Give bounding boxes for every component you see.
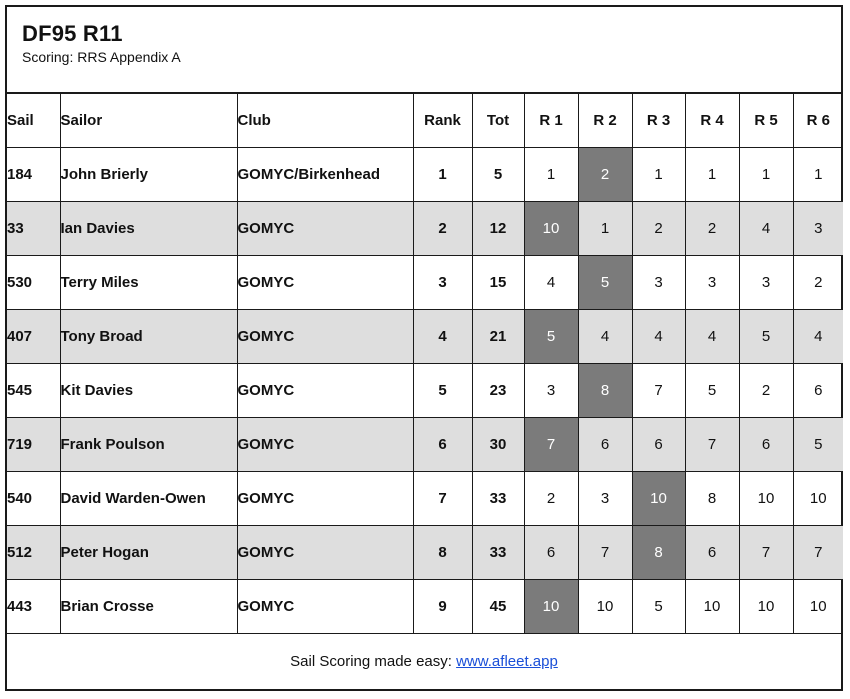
race-score-cell: 7 bbox=[793, 525, 843, 579]
sailor-name-cell: John Brierly bbox=[60, 147, 237, 201]
sail-number-cell: 33 bbox=[7, 201, 60, 255]
sail-number-cell: 443 bbox=[7, 579, 60, 633]
total-cell: 33 bbox=[472, 525, 524, 579]
column-header-sail: Sail bbox=[7, 94, 60, 147]
race-score-discarded-cell: 7 bbox=[524, 417, 578, 471]
race-score-cell: 2 bbox=[632, 201, 685, 255]
total-cell: 30 bbox=[472, 417, 524, 471]
race-score-cell: 4 bbox=[524, 255, 578, 309]
race-score-cell: 10 bbox=[739, 579, 793, 633]
race-score-cell: 10 bbox=[685, 579, 739, 633]
race-score-cell: 1 bbox=[685, 147, 739, 201]
footer bbox=[7, 635, 841, 689]
sailor-name-cell: Terry Miles bbox=[60, 255, 237, 309]
column-header-r1: R 1 bbox=[524, 94, 578, 147]
race-score-discarded-cell: 8 bbox=[578, 363, 632, 417]
column-header-r4: R 4 bbox=[685, 94, 739, 147]
rank-cell: 4 bbox=[413, 309, 472, 363]
table-row bbox=[7, 309, 843, 363]
race-score-cell: 5 bbox=[632, 579, 685, 633]
sailor-name-cell: Kit Davies bbox=[60, 363, 237, 417]
results-header bbox=[7, 7, 841, 94]
club-cell: GOMYC bbox=[237, 201, 413, 255]
race-score-cell: 2 bbox=[524, 471, 578, 525]
table-row bbox=[7, 201, 843, 255]
race-score-discarded-cell: 5 bbox=[524, 309, 578, 363]
sail-number-cell: 184 bbox=[7, 147, 60, 201]
race-score-cell: 4 bbox=[578, 309, 632, 363]
sailor-name-cell: Tony Broad bbox=[60, 309, 237, 363]
race-score-cell: 10 bbox=[739, 471, 793, 525]
race-score-discarded-cell: 10 bbox=[524, 579, 578, 633]
rank-cell: 7 bbox=[413, 471, 472, 525]
rank-cell: 9 bbox=[413, 579, 472, 633]
club-cell: GOMYC bbox=[237, 363, 413, 417]
race-score-cell: 6 bbox=[524, 525, 578, 579]
column-header-r3: R 3 bbox=[632, 94, 685, 147]
total-cell: 12 bbox=[472, 201, 524, 255]
results-sheet bbox=[5, 5, 843, 691]
race-score-cell: 1 bbox=[632, 147, 685, 201]
race-score-cell: 7 bbox=[685, 417, 739, 471]
sailor-name-cell: Brian Crosse bbox=[60, 579, 237, 633]
total-cell: 33 bbox=[472, 471, 524, 525]
race-score-cell: 6 bbox=[739, 417, 793, 471]
race-score-cell: 3 bbox=[524, 363, 578, 417]
race-score-discarded-cell: 2 bbox=[578, 147, 632, 201]
race-score-cell: 5 bbox=[793, 417, 843, 471]
afleet-link[interactable]: www.afleet.app bbox=[456, 653, 558, 670]
race-score-cell: 7 bbox=[578, 525, 632, 579]
club-cell: GOMYC bbox=[237, 309, 413, 363]
sailor-name-cell: Frank Poulson bbox=[60, 417, 237, 471]
club-cell: GOMYC bbox=[237, 255, 413, 309]
rank-cell: 3 bbox=[413, 255, 472, 309]
total-cell: 45 bbox=[472, 579, 524, 633]
sailor-name-cell: Peter Hogan bbox=[60, 525, 237, 579]
column-header-sailor: Sailor bbox=[60, 94, 237, 147]
column-header-club: Club bbox=[237, 94, 413, 147]
total-cell: 23 bbox=[472, 363, 524, 417]
rank-cell: 2 bbox=[413, 201, 472, 255]
sail-number-cell: 512 bbox=[7, 525, 60, 579]
table-row bbox=[7, 579, 843, 633]
page-title: DF95 R11 bbox=[22, 21, 123, 46]
sailor-name-cell: David Warden-Owen bbox=[60, 471, 237, 525]
race-score-cell: 4 bbox=[632, 309, 685, 363]
race-score-cell: 6 bbox=[578, 417, 632, 471]
table-row bbox=[7, 363, 843, 417]
table-row bbox=[7, 147, 843, 201]
sail-number-cell: 407 bbox=[7, 309, 60, 363]
race-score-discarded-cell: 10 bbox=[632, 471, 685, 525]
results-table bbox=[7, 94, 843, 634]
club-cell: GOMYC/Birkenhead bbox=[237, 147, 413, 201]
total-cell: 15 bbox=[472, 255, 524, 309]
race-score-cell: 4 bbox=[685, 309, 739, 363]
rank-cell: 1 bbox=[413, 147, 472, 201]
race-score-cell: 4 bbox=[793, 309, 843, 363]
race-score-cell: 6 bbox=[793, 363, 843, 417]
race-score-cell: 2 bbox=[685, 201, 739, 255]
race-score-cell: 1 bbox=[793, 147, 843, 201]
race-score-cell: 8 bbox=[685, 471, 739, 525]
race-score-cell: 1 bbox=[578, 201, 632, 255]
rank-cell: 6 bbox=[413, 417, 472, 471]
column-header-tot: Tot bbox=[472, 94, 524, 147]
race-score-cell: 5 bbox=[685, 363, 739, 417]
sail-number-cell: 545 bbox=[7, 363, 60, 417]
table-row bbox=[7, 471, 843, 525]
sail-number-cell: 719 bbox=[7, 417, 60, 471]
table-row bbox=[7, 525, 843, 579]
total-cell: 5 bbox=[472, 147, 524, 201]
club-cell: GOMYC bbox=[237, 579, 413, 633]
race-score-cell: 3 bbox=[632, 255, 685, 309]
table-row bbox=[7, 417, 843, 471]
results-body bbox=[7, 147, 843, 633]
race-score-cell: 3 bbox=[685, 255, 739, 309]
race-score-cell: 10 bbox=[578, 579, 632, 633]
sail-number-cell: 530 bbox=[7, 255, 60, 309]
race-score-cell: 5 bbox=[739, 309, 793, 363]
race-score-cell: 4 bbox=[739, 201, 793, 255]
race-score-cell: 6 bbox=[632, 417, 685, 471]
column-header-r6: R 6 bbox=[793, 94, 843, 147]
column-header-r2: R 2 bbox=[578, 94, 632, 147]
sailor-name-cell: Ian Davies bbox=[60, 201, 237, 255]
race-score-cell: 3 bbox=[793, 201, 843, 255]
scoring-system: Scoring: RRS Appendix A bbox=[22, 49, 181, 65]
club-cell: GOMYC bbox=[237, 471, 413, 525]
race-score-cell: 3 bbox=[739, 255, 793, 309]
sail-number-cell: 540 bbox=[7, 471, 60, 525]
club-cell: GOMYC bbox=[237, 525, 413, 579]
table-row bbox=[7, 255, 843, 309]
race-score-cell: 6 bbox=[685, 525, 739, 579]
column-header-rank: Rank bbox=[413, 94, 472, 147]
race-score-cell: 2 bbox=[739, 363, 793, 417]
race-score-discarded-cell: 10 bbox=[524, 201, 578, 255]
race-score-cell: 7 bbox=[739, 525, 793, 579]
race-score-cell: 3 bbox=[578, 471, 632, 525]
race-score-cell: 7 bbox=[632, 363, 685, 417]
header-row bbox=[7, 94, 843, 147]
rank-cell: 5 bbox=[413, 363, 472, 417]
race-score-cell: 10 bbox=[793, 471, 843, 525]
footer-text: Sail Scoring made easy: bbox=[290, 653, 457, 670]
column-header-r5: R 5 bbox=[739, 94, 793, 147]
race-score-cell: 10 bbox=[793, 579, 843, 633]
race-score-discarded-cell: 5 bbox=[578, 255, 632, 309]
race-score-cell: 1 bbox=[524, 147, 578, 201]
total-cell: 21 bbox=[472, 309, 524, 363]
rank-cell: 8 bbox=[413, 525, 472, 579]
race-score-cell: 1 bbox=[739, 147, 793, 201]
club-cell: GOMYC bbox=[237, 417, 413, 471]
race-score-cell: 2 bbox=[793, 255, 843, 309]
race-score-discarded-cell: 8 bbox=[632, 525, 685, 579]
